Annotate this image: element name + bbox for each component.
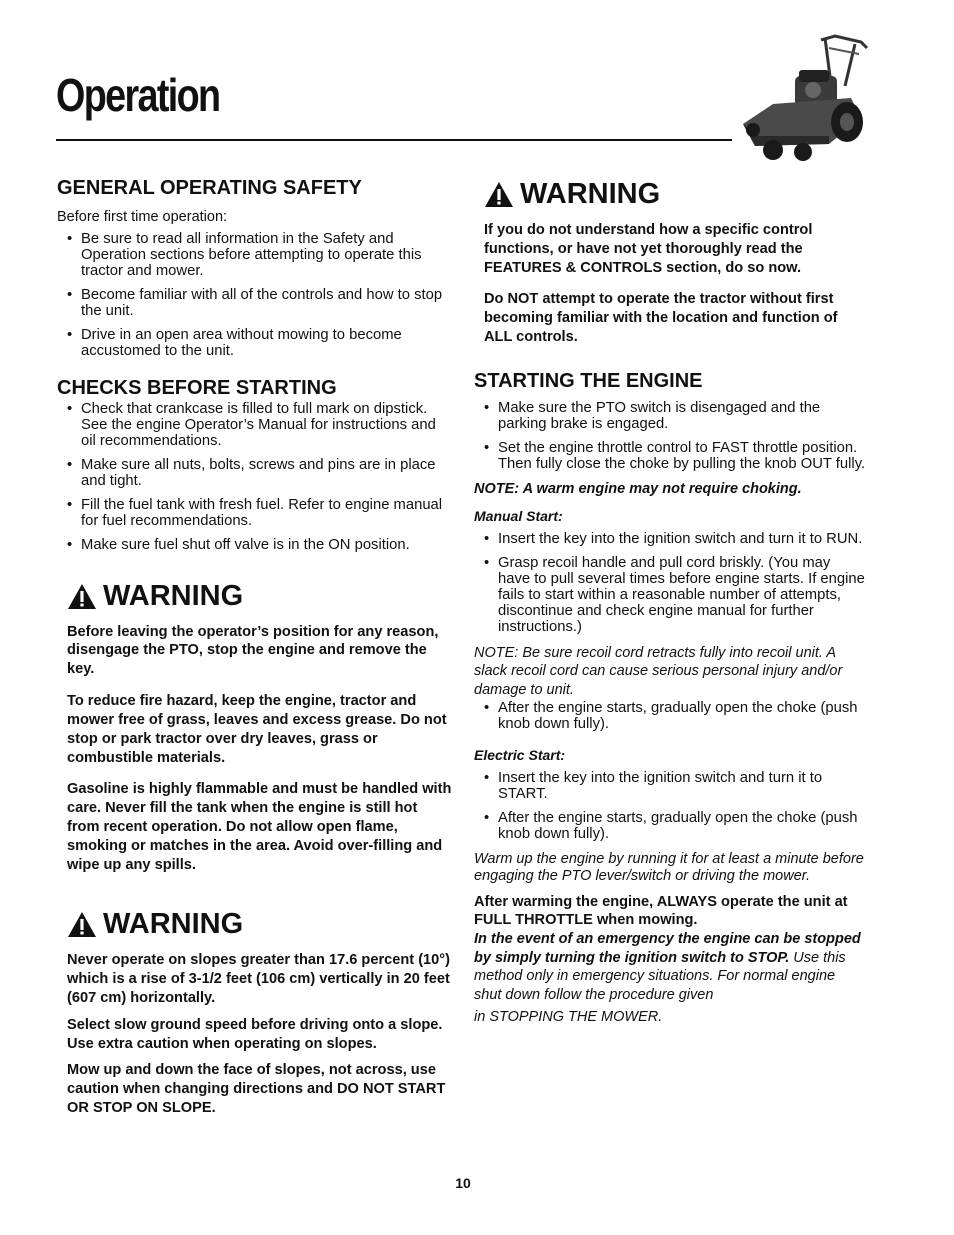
- emergency-rest: Use this method only in emergency situations. For normal engine shut down follow the procedure given: [474, 949, 846, 1003]
- warning-box-slopes: [67, 910, 452, 1118]
- emergency-bold: In the event of an emergency the engine can be stopped by simply turning the ignition switch to STOP.: [474, 931, 861, 966]
- page-number: 10: [455, 1175, 471, 1191]
- list-item: • Be sure to read all information in the Safety and Operation sections before attempting to operate this tractor and mower.: [57, 232, 452, 280]
- emergency-note: [474, 930, 866, 1004]
- warning-label: WARNING: [103, 579, 244, 612]
- starting-heading: STARTING THE ENGINE: [474, 369, 703, 392]
- general-safety-intro: Before first time operation:: [57, 209, 228, 225]
- manual-start-list: [474, 532, 866, 636]
- manual-start-heading: Manual Start:: [474, 507, 563, 524]
- warning-triangle-icon: [484, 181, 514, 208]
- electric-start-list: [474, 771, 866, 843]
- list-item: • Fill the fuel tank with fresh fuel. Refer to engine manual for fuel recommendations.: [57, 498, 452, 530]
- warning-paragraph: If you do not understand how a specific control functions, or have not yet thoroughly read the FEATURES & CONTROLS section, do so now.: [484, 222, 813, 276]
- right-column: [474, 176, 866, 1027]
- warning-header: [67, 910, 452, 939]
- warning-paragraph: Gasoline is highly flammable and must be handled with care. Never fill the tank when the engine is still hot from recent operation. Do not allow open flame, smoking or matches in the area. Avoid over-filling and wipe up any spills.: [67, 781, 452, 873]
- warning-paragraph: Do NOT attempt to operate the tractor without first becoming familiar with the location and function of ALL controls.: [484, 291, 838, 346]
- manual-after-list: [474, 701, 866, 733]
- general-safety-list: [57, 232, 452, 360]
- warning-paragraph: Before leaving the operator’s position for any reason, disengage the PTO, stop the engine and remove the key.: [67, 623, 439, 678]
- checks-heading: CHECKS BEFORE STARTING: [57, 376, 337, 399]
- list-item: • Make sure fuel shut off valve is in the ON position.: [57, 538, 452, 554]
- general-safety-heading: GENERAL OPERATING SAFETY: [57, 177, 362, 199]
- warm-up-note: Warm up the engine by running it for at least a minute before engaging the PTO lever/switch or driving the mower.: [474, 851, 864, 885]
- list-item: • Drive in an open area without mowing to become accustomed to the unit.: [57, 328, 452, 360]
- list-item: • Grasp recoil handle and pull cord briskly. (You may have to pull several times before engine starts. If engine fails to start within a reasonable number of attempts, discontinue and check engine manual for further instructions.): [474, 556, 866, 636]
- warning-paragraph: Mow up and down the face of slopes, not across, use caution when changing directions and DO NOT START OR STOP ON SLOPE.: [67, 1062, 446, 1117]
- list-item: • Become familiar with all of the controls and how to stop the unit.: [57, 288, 452, 320]
- full-throttle-note: After warming the engine, ALWAYS operate the unit at FULL THROTTLE when mowing.: [474, 893, 848, 929]
- left-column: [57, 176, 452, 1118]
- warning-header: [67, 579, 452, 612]
- mower-illustration: [733, 26, 873, 166]
- list-item: • After the engine starts, gradually open the choke (push knob down fully).: [474, 811, 866, 843]
- list-item: • Set the engine throttle control to FAST throttle position. Then fully close the choke by pulling the knob OUT fully.: [474, 441, 866, 473]
- list-item: • Check that crankcase is filled to full mark on dipstick. See the engine Operator’s Manual for instructions and oil recommendations.: [57, 402, 452, 450]
- warning-paragraph: To reduce fire hazard, keep the engine, tractor and mower free of grass, leaves and excess grease. Do not stop or park tractor over dry leaves, grass or combustible materials.: [67, 693, 447, 766]
- starting-list: [474, 401, 866, 473]
- warning-box-controls: [484, 180, 866, 347]
- note-warm-engine: NOTE: A warm engine may not require choking.: [474, 480, 802, 497]
- warning-box-operator: [67, 579, 452, 875]
- electric-start-heading: Electric Start:: [474, 747, 566, 764]
- warning-label: WARNING: [520, 178, 661, 210]
- warning-header: [484, 180, 866, 209]
- list-item: • Make sure the PTO switch is disengaged and the parking brake is engaged.: [474, 401, 866, 433]
- list-item: • After the engine starts, gradually open the choke (push knob down fully).: [474, 701, 866, 733]
- list-item: • Make sure all nuts, bolts, screws and pins are in place and tight.: [57, 458, 452, 490]
- warning-triangle-icon: [67, 911, 97, 938]
- list-item: • Insert the key into the ignition switch and turn it to RUN.: [474, 532, 866, 548]
- warning-label: WARNING: [103, 908, 244, 941]
- warning-paragraph: Select slow ground speed before driving onto a slope. Use extra caution when operating on slopes.: [67, 1016, 443, 1052]
- list-item: • Insert the key into the ignition switch and turn it to START.: [474, 771, 866, 803]
- checks-list: [57, 402, 452, 554]
- warning-triangle-icon: [67, 583, 97, 610]
- warning-paragraph: Never operate on slopes greater than 17.6 percent (10°) which is a rise of 3-1/2 feet (106 cm) vertically in 20 feet (607 cm) horizontally.: [67, 952, 450, 1007]
- page-title: Operation: [56, 69, 220, 121]
- title-rule: [56, 139, 732, 141]
- note-recoil: NOTE: Be sure recoil cord retracts fully into recoil unit. A slack recoil cord can cause serious personal injury and/or damage to unit.: [474, 644, 843, 698]
- emergency-tail: in STOPPING THE MOWER.: [474, 1009, 663, 1026]
